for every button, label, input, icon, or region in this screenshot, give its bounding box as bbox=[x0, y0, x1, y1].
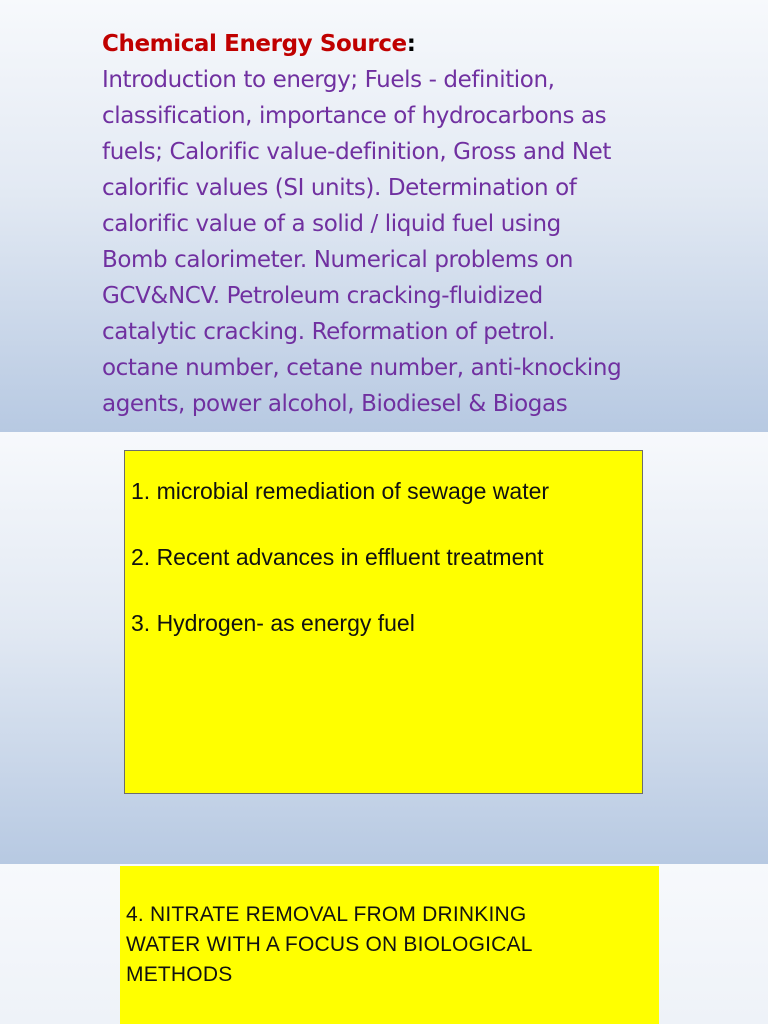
syllabus-heading-colon: : bbox=[406, 31, 416, 57]
nitrate-topic-box bbox=[120, 866, 659, 1024]
nitrate-topic-line: WATER WITH A FOCUS ON BIOLOGICAL bbox=[126, 933, 533, 956]
slide-nitrate-removal bbox=[0, 864, 768, 1024]
syllabus-line: octane number, cetane number, anti-knocking bbox=[102, 355, 622, 381]
syllabus-line: calorific value of a solid / liquid fuel using bbox=[102, 211, 561, 237]
syllabus-line: calorific values (SI units). Determination of bbox=[102, 175, 577, 201]
slide-chemical-energy-source bbox=[0, 0, 768, 432]
syllabus-heading: Chemical Energy Source bbox=[102, 31, 407, 57]
topic-item: 1. microbial remediation of sewage water bbox=[131, 478, 550, 504]
slide-topics bbox=[0, 432, 768, 864]
syllabus-line: classification, importance of hydrocarbons as bbox=[102, 103, 607, 129]
syllabus-line: catalytic cracking. Reformation of petrol. bbox=[102, 319, 555, 345]
topics-highlight-box bbox=[124, 450, 643, 794]
topic-item: 2. Recent advances in effluent treatment bbox=[131, 544, 544, 570]
nitrate-topic-line: METHODS bbox=[126, 963, 233, 986]
syllabus-line: Introduction to energy; Fuels - definition, bbox=[102, 67, 555, 93]
topic-item: 3. Hydrogen- as energy fuel bbox=[131, 610, 415, 636]
syllabus-line: fuels; Calorific value-definition, Gross and Net bbox=[102, 139, 612, 165]
syllabus-line: GCV&NCV. Petroleum cracking-fluidized bbox=[102, 283, 543, 309]
syllabus-line: agents, power alcohol, Biodiesel & Biogas bbox=[102, 391, 568, 417]
nitrate-topic-line: 4. NITRATE REMOVAL FROM DRINKING bbox=[126, 903, 527, 926]
syllabus-text-block bbox=[102, 26, 702, 422]
syllabus-line: Bomb calorimeter. Numerical problems on bbox=[102, 247, 574, 273]
syllabus-heading-line bbox=[102, 26, 702, 62]
